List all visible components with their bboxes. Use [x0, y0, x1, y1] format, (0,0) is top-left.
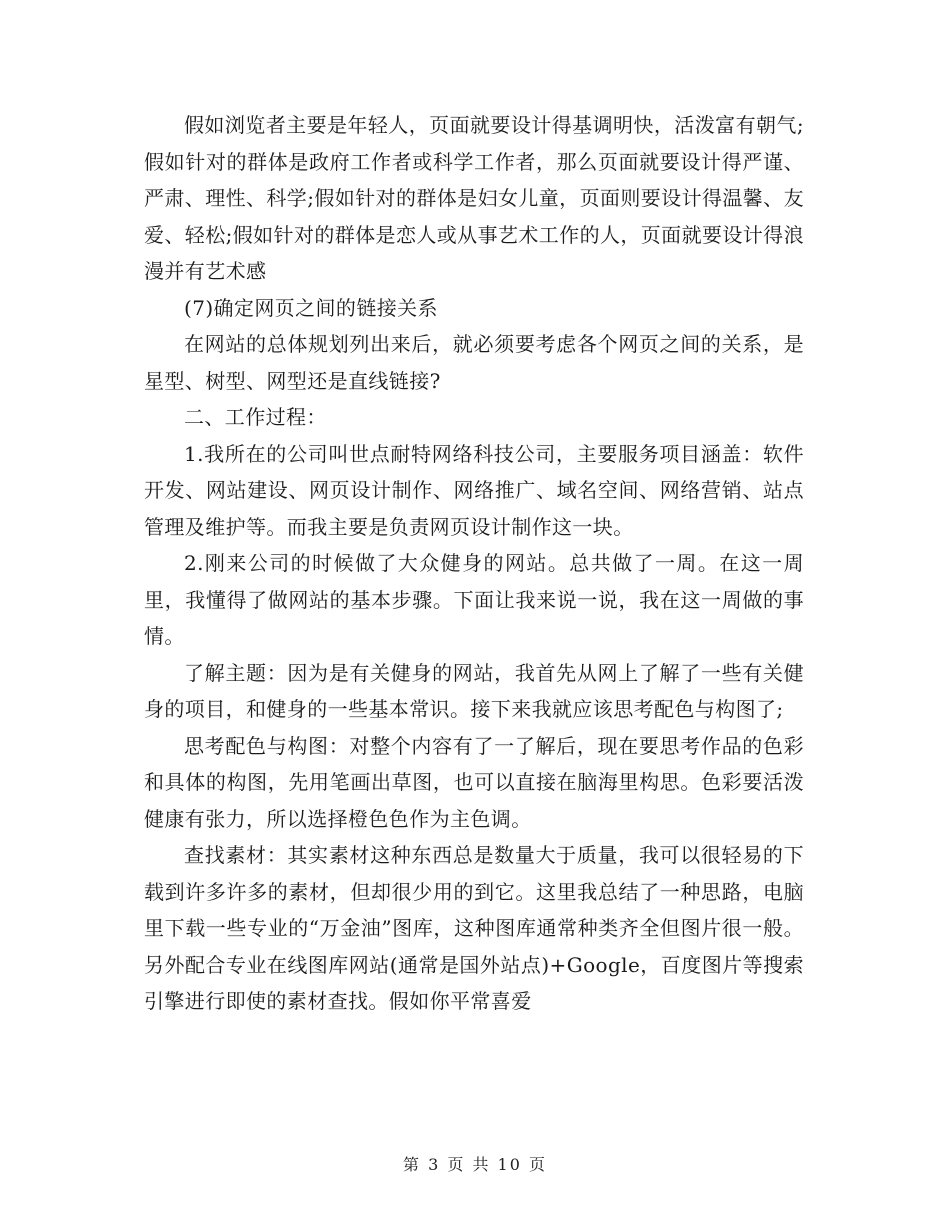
page-number-footer: 第 3 页 共 10 页 — [403, 1155, 547, 1174]
paragraph-audience-style: 假如浏览者主要是年轻人，页面就要设计得基调明快，活泼富有朝气;假如针对的群体是政府工作者或科学工作者，那么页面就要设计得严谨、严肃、理性、科学;假如针对的群体是妇女儿童，页面则要设计得温馨、友爱、轻松;假如针对的群体是恋人或从事艺术工作的人，页面就要设计得浪漫并有艺术感 — [144, 113, 804, 283]
paragraph-color-composition: 思考配色与构图：对整个内容有了一了解后，现在要思考作品的色彩和具体的构图，先用笔画出草图，也可以直接在脑海里构思。色彩要活泼健康有张力，所以选择橙色色作为主色调。 — [144, 733, 804, 831]
paragraph-heading-link-relations: (7)确定网页之间的链接关系 — [184, 295, 438, 320]
paragraph-heading-work-process: 二、工作过程： — [184, 405, 327, 429]
paragraph-understand-theme: 了解主题：因为是有关健身的网站，我首先从网上了解了一些有关健身的项目，和健身的一些基本常识。接下来我就应该思考配色与构图了; — [144, 660, 804, 721]
paragraph-fitness-site: 2.刚来公司的时候做了大众健身的网站。总共做了一周。在这一周里，我懂得了做网站的基本步骤。下面让我来说一说，我在这一周做的事情。 — [144, 551, 804, 648]
paragraph-link-structure: 在网站的总体规划列出来后，就必须要考虑各个网页之间的关系，是星型、树型、网型还是直线链接? — [144, 332, 804, 393]
paragraph-company-intro: 1.我所在的公司叫世点耐特网络科技公司，主要服务项目涵盖：软件开发、网站建设、网页设计制作、网络推广、域名空间、网络营销、站点管理及维护等。而我主要是负责网页设计制作这一块。 — [144, 441, 804, 539]
paragraph-find-materials: 查找素材：其实素材这种东西总是数量大于质量，我可以很轻易的下载到许多许多的素材，但却很少用的到它。这里我总结了一种思路，电脑里下载一些专业的“万金油”图库，这种图库通常种类齐全但图片很一般。另外配合专业在线图库网站(通常是国外站点)+Google，百度图片等搜索引擎进行即使的素材查找。假如你平常喜爱 — [144, 843, 804, 1013]
document-body — [144, 107, 804, 1020]
